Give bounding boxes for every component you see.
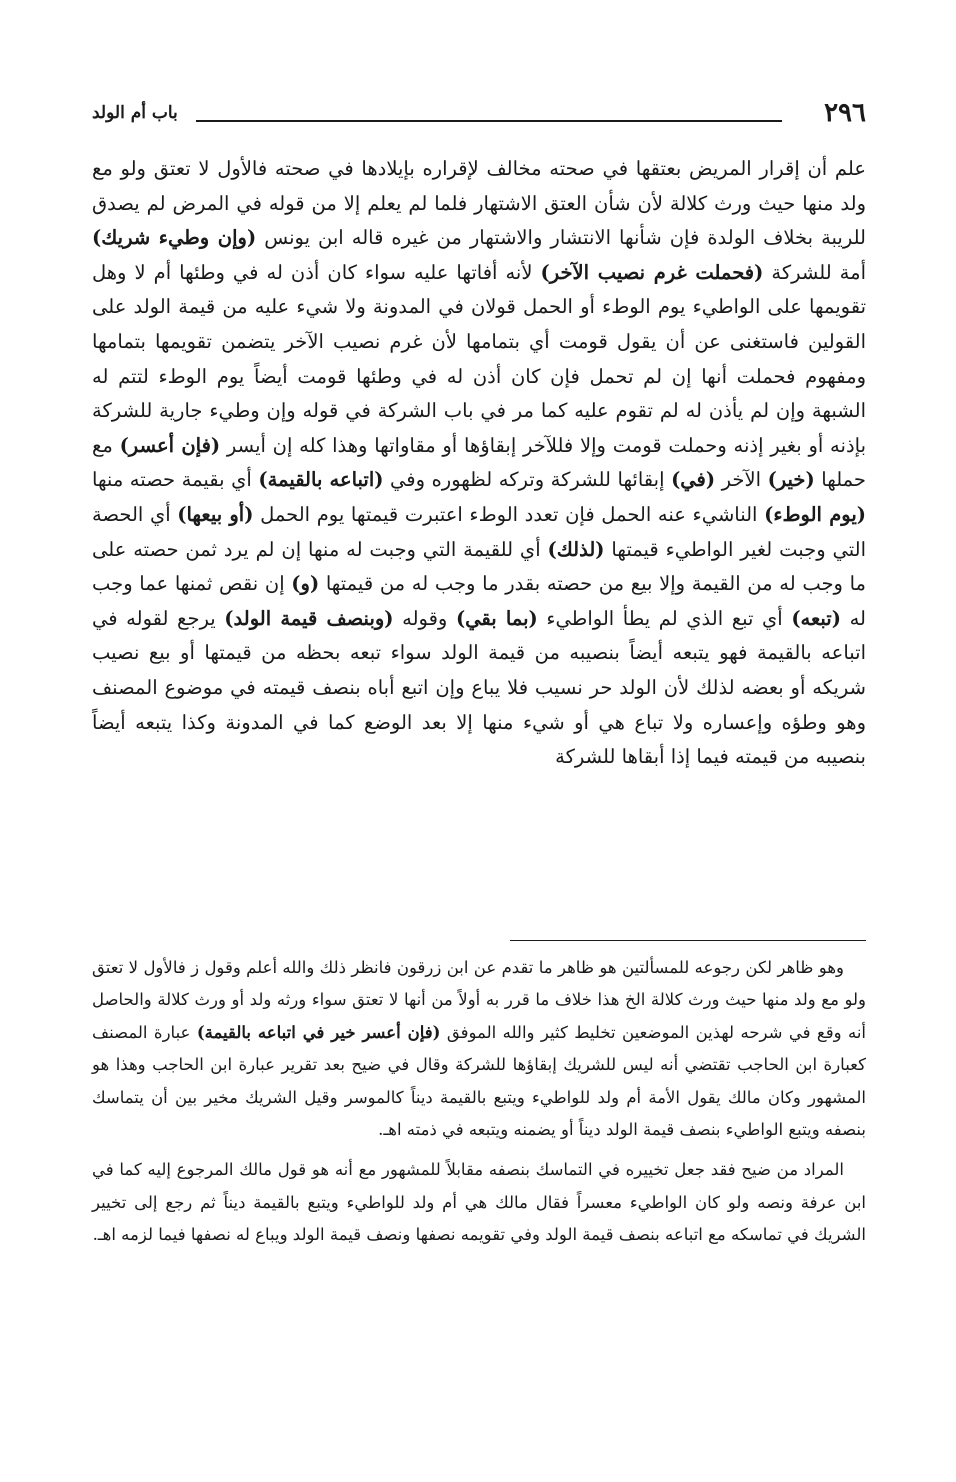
matn-quote: (أو بيعها) [177,502,254,526]
main-text-body [92,152,866,775]
commentary-text: أمة للشركة [763,260,866,284]
commentary-text: مع حملها [92,433,866,492]
commentary-text: يرجع لقوله في اتباعه بالقيمة فهو يتبعه أيضاً بنصيبه من قيمة الولد سواء تبعه بحظه من قيمتها أو بيع نصيب شريكه أو بعضه لذلك لأن الولد حر نسيب فلا يباع وإن اتبع أباه بنصف قيمته في موضوع المصنف وهو وطؤه وإعساره ولا تباع هي أو شيء منها إلا بعد الوضع كما في المدونة وكذا يتبعه أيضاً بنصيبه من قيمته فيما إذا أبقاها للشركة [92,606,866,769]
header-rule [196,120,782,122]
commentary-text: الناشيء عنه الحمل فإن تعدد الوطء اعتبرت قيمتها يوم الحمل [253,502,765,526]
commentary-text: أي بقيمة حصته منها [92,468,259,492]
matn-quote: (اتباعه بالقيمة) [258,468,384,492]
chapter-title: باب أم الولد [92,103,178,123]
commentary-text: وهو ظاهر لكن رجوعه للمسألتين هو ظاهر ما تقدم عن ابن زرقون فانظر ذلك والله أعلم وقول ز فالأول لا تعتق ولو مع ولد منها حيث ورث كلالة الخ هذا خلاف ما قرر به أولاً من أنها لا تعتق سواء ورثه ولد أو ورث كلالة والحاصل أنه وقع في شرحه لهذين الموضعين تخليط كثير والله الموفق [92,958,866,1042]
commentary-text: علم أن إقرار المريض بعتقها في صحته مخالف لإقراره بإيلادها في صحته فالأول لا تعتق ولو مع ولد منها حيث ورث كلالة لأن شأن العتق الاشتهار فلما لم يعلم إلا من قوله في المرض لم يصدق للريبة بخلاف الولدة فإن شأنها الانتشار والاشتهار من غيره قاله ابن يونس [92,157,866,250]
commentary-text: وقوله [393,606,456,630]
page-number: ٢٩٦ [824,98,866,128]
matn-quote: (فحملت غرم نصيب الآخر) [540,260,764,284]
matn-quote: (تبعه) [791,606,841,630]
matn-quote: (فإن أعسر خير في اتباعه بالقيمة) [196,1022,441,1042]
matn-quote: (يوم الوطء) [764,502,866,526]
commentary-text: لأنه أفاتها عليه سواء كان أذن له في وطئها أم لا وهل تقويمها على الواطيء يوم الوطء أو الحمل قولان في المدونة ولا شيء عليه من قيمة الولد على القولين فاستغنى عن أن يقول قومت أي بتمامها لأن غرم نصيب الآخر يتضمن تقويمها بتمامها ومفهوم فحملت أنها إن لم تحمل فإن كان أذن له في وطئها قومت أيضاً يوم الوطء لتتم له الشبهة وإن لم يأذن له لم تقوم عليه كما مر في باب الشركة في قوله وإن وطيء جارية للشركة بإذنه أو بغير إذنه وحملت قومت وإلا فللآخر إبقاؤها أو مقاواتها وهذا كله إن أيسر [92,260,866,457]
footnote-paragraph [92,952,866,1146]
footnote-paragraph [92,1154,866,1251]
matn-quote: (بما بقي) [455,606,538,630]
commentary-text: أي للقيمة التي وجبت له منها إن لم يرد ثمن حصته على ما وجب له من القيمة وإلا بيع من حصته بقدر ما وجب له من قيمتها [92,537,867,596]
matn-quote: (في) [671,468,716,492]
commentary-text: عبارة المصنف كعبارة ابن الحاجب تقتضي أنه ليس للشريك إبقاؤها للشركة وقال في ضيح بعد تقرير عبارة ابن الحاجب وهذا هو المشهور وكان مالك يقول الأمة أم ولد للواطيء ويتبع بالقيمة ديناً كالموسر وقيل الشريك مخير بين أن يتماسك بنصفه ويتبع الواطيء بنصف قيمة الولد ديناً أو يضمنه ويتبعه في ذمته اهـ. [92,1022,866,1140]
matn-quote: (لذلك) [547,537,605,561]
commentary-text: إبقائها للشركة وتركه لظهوره وفي [383,468,672,492]
commentary-text: المراد من ضيح فقد جعل تخييره في التماسك بنصفه مقابلاً للمشهور مع أنه هو قول مالك المرجوع إليه كما في ابن عرفة ونصه ولو كان الواطيء معسراً فقال مالك هي أم ولد للواطيء ويتبع بالقيمة ديناً ثم رجع إلى تخيير الشريك في تماسكه مع اتباعه بنصف قيمة الولد وفي تقويمه نصفها ونصف قيمة الولد ويباع له نصفها فيما لزمه اهـ. [92,1160,866,1245]
matn-quote: (و) [291,572,320,596]
commentary-text: أي الحصة التي وجبت لغير الواطيء قيمتها [92,502,866,561]
footnotes-section [92,952,866,1260]
matn-quote: (فإن أعسر) [119,433,221,457]
footnote-separator [510,940,866,941]
commentary-text: الآخر [715,468,768,492]
matn-quote: (وبنصف قيمة الولد) [224,606,394,630]
page-header [92,96,866,132]
matn-quote: (وإن وطيء شريك) [92,226,257,250]
commentary-text: أي تبع الذي لم يطأ الواطيء [537,606,792,630]
commentary-text: إن نقص ثمنها عما وجب له [92,572,866,630]
matn-quote: (خير) [767,468,815,492]
